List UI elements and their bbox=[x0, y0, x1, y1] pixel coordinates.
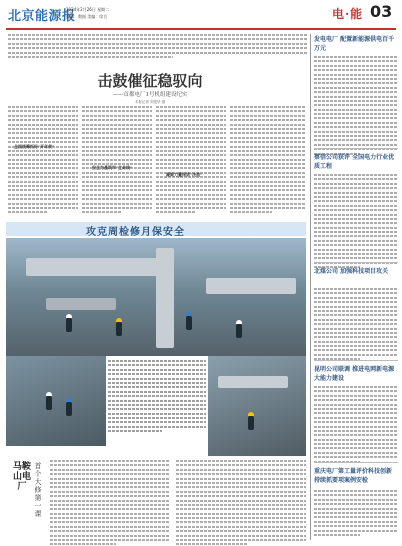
bottom-article-body-2 bbox=[176, 460, 306, 546]
article-byline: 本报记者 刘建华 摄 bbox=[134, 100, 166, 104]
right-article-4 bbox=[314, 386, 398, 465]
bottom-article-body-1 bbox=[50, 460, 170, 546]
right-separator bbox=[314, 360, 398, 361]
article-column-3 bbox=[156, 106, 226, 216]
article-subtitle-1: 全面统筹抓好"开年供" bbox=[14, 144, 55, 149]
right-separator bbox=[314, 148, 398, 149]
right-article-5 bbox=[314, 490, 398, 538]
masthead-rule bbox=[6, 28, 396, 30]
article-subhead: ——首都电厂1号机组建设纪实 bbox=[112, 92, 188, 98]
main-photo bbox=[6, 238, 306, 356]
article-column-2 bbox=[82, 106, 152, 216]
page-number: 03 bbox=[370, 2, 393, 21]
lead-paragraph bbox=[8, 34, 308, 60]
inset-photo-right bbox=[208, 356, 306, 456]
column-divider bbox=[310, 34, 311, 540]
right-article-1 bbox=[314, 56, 398, 157]
right-headline-4: 昆明公司联调 推进电网新电源大能力建设 bbox=[314, 366, 395, 382]
right-separator bbox=[314, 462, 398, 463]
issue-date: 2024年2月26日 星期二 bbox=[66, 7, 110, 12]
right-headline-2: 蔡信公司获评 全国电力行业优质工程 bbox=[314, 154, 395, 170]
photo-caption bbox=[108, 360, 206, 435]
bottom-article-subtitle: 首个大修第一课 bbox=[34, 462, 42, 518]
article-subtitle-3: 凝聚力量保质"决战" bbox=[166, 172, 203, 177]
right-separator bbox=[314, 262, 398, 263]
masthead bbox=[0, 0, 402, 30]
newspaper-logo: 北京能源报 bbox=[8, 9, 76, 24]
inset-photo-left bbox=[6, 356, 106, 446]
section-name: 电·能 bbox=[332, 7, 364, 21]
photo-feature-title: 攻克周检修月保安全 bbox=[86, 227, 185, 238]
editor-line: 编辑：数据 美编：综合 bbox=[66, 14, 108, 19]
right-headline-1: 发电电厂 配置新能源供电百千万元 bbox=[314, 36, 395, 52]
right-headline-5: 重庆电厂第工量评价科技创新 持续抓要项案例安检 bbox=[314, 468, 393, 484]
article-subtitle-2: 安全为基筑牢"生命线" bbox=[92, 165, 133, 170]
right-article-2 bbox=[314, 174, 398, 271]
bottom-article-title: 马鞍山电厂 bbox=[12, 462, 31, 492]
right-article-3 bbox=[314, 288, 398, 363]
article-column-4 bbox=[230, 106, 306, 216]
right-headline-3: 北煤公司 加强科技项目攻关 bbox=[314, 268, 389, 275]
article-headline: 击鼓催征稳驭向 bbox=[97, 72, 203, 90]
article-column-1 bbox=[8, 106, 78, 216]
